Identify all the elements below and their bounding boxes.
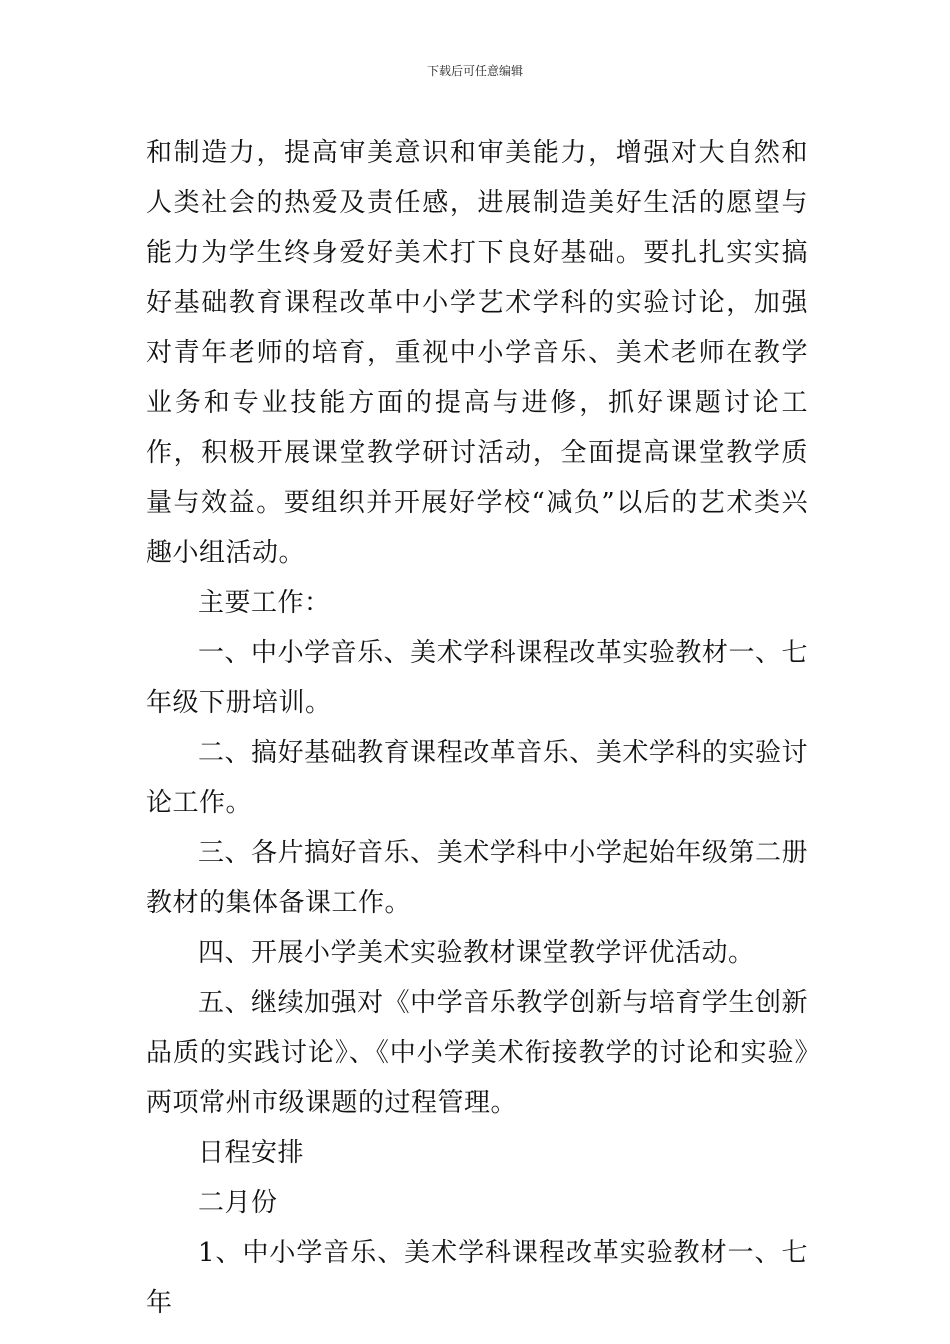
- paragraph-item-3: 三、各片搞好音乐、美术学科中小学起始年级第二册教材的集体备课工作。: [146, 838, 808, 918]
- page-header-note: 下载后可任意编辑: [426, 64, 523, 78]
- paragraph-schedule-heading: 日程安排: [198, 1138, 305, 1168]
- paragraph-main-work-heading: 主要工作：: [198, 588, 331, 618]
- paragraph-continuation: 和制造力，提高审美意识和审美能力，增强对大自然和人类社会的热爱及责任感，进展制造美好生活的愿望与能力为学生终身爱好美术打下良好基础。要扎扎实实搞好基础教育课程改革中小学艺术学科的实验讨论，加强对青年老师的培育，重视中小学音乐、美术老师在教学业务和专业技能方面的提高与进修，抓好课题讨论工作，积极开展课堂教学研讨活动，全面提高课堂教学质量与效益。要组织并开展好学校“减负”以后的艺术类兴趣小组活动。: [146, 138, 808, 568]
- paragraph-february: 二月份: [198, 1188, 278, 1218]
- paragraph-item-2: 二、搞好基础教育课程改革音乐、美术学科的实验讨论工作。: [146, 738, 808, 818]
- document-body: [146, 128, 808, 1328]
- paragraph-item-4: 四、开展小学美术实验教材课堂教学评优活动。: [198, 938, 755, 968]
- paragraph-schedule-item-1: 1、中小学音乐、美术学科课程改革实验教材一、七年: [146, 1238, 808, 1318]
- paragraph-item-5: 五、继续加强对《中学音乐教学创新与培育学生创新品质的实践讨论》、《中小学美术衔接教学的讨论和实验》两项常州市级课题的过程管理。: [146, 988, 808, 1118]
- paragraph-item-1: 一、中小学音乐、美术学科课程改革实验教材一、七年级下册培训。: [146, 638, 808, 718]
